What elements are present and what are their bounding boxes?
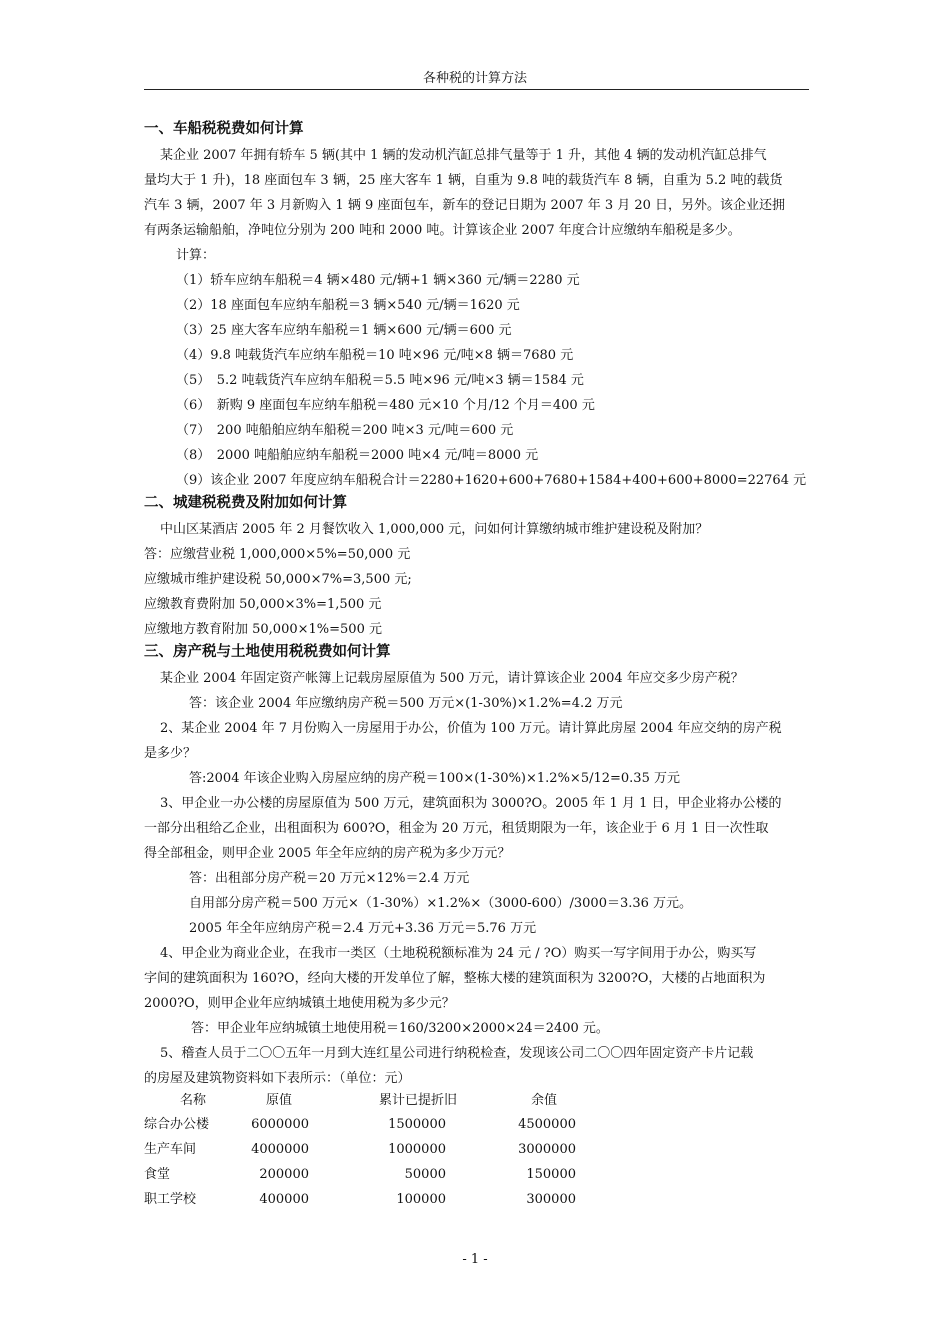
section-heading: 一、车船税税费如何计算 — [144, 121, 304, 137]
answer-line: 应缴城市维护建设税 50,000×7%=3,500 元; — [144, 572, 412, 587]
table-cell: 3000000 — [518, 1142, 576, 1157]
answer-line: 答：该企业 2004 年应缴纳房产税＝500 万元×(1-30%)×1.2%=4.2 万元 — [189, 696, 623, 711]
table-cell: 50000 — [404, 1167, 446, 1182]
answer-line: 答：应缴营业税 1,000,000×5%=50,000 元 — [144, 547, 411, 562]
table-cell: 职工学校 — [144, 1192, 197, 1207]
answer-line: 答：甲企业年应纳城镇土地使用税＝160/3200×2000×24＝2400 元。 — [191, 1021, 609, 1036]
question-line: 中山区某酒店 2005 年 2 月餐饮收入 1,000,000 元，问如何计算缴纳城市维护建设税及附加？ — [160, 522, 709, 537]
paragraph-line: 汽车 3 辆，2007 年 3 月新购入 1 辆 9 座面包车，新车的登记日期为 2007 年 3 月 20 日，另外。该企业还拥 — [144, 198, 786, 213]
question-line: 得全部租金，则甲企业 2005 年全年应纳的房产税为多少万元？ — [144, 846, 511, 861]
table-cell: 6000000 — [251, 1117, 309, 1132]
table-header-cell: 原值 — [266, 1093, 293, 1108]
table-cell: 200000 — [259, 1167, 309, 1182]
answer-line: 自用部分房产税＝500 万元×（1-30%）×1.2%×（3000-600）/3000＝3.36 万元。 — [189, 896, 693, 911]
question-line: 4、甲企业为商业企业，在我市一类区（土地税税额标准为 24 元 / ?O）购买一写字间用于办公，购买写 — [160, 946, 757, 961]
question-line: 一部分出租给乙企业，出租面积为 600?O，租金为 20 万元，租赁期限为一年，该企业于 6 月 1 日一次性取 — [144, 821, 769, 836]
question-line: 字间的建筑面积为 160?O，经向大楼的开发单位了解，整栋大楼的建筑面积为 3200?O，大楼的占地面积为 — [144, 971, 766, 986]
question-line: 2000?O，则甲企业年应纳城镇土地使用税为多少元？ — [144, 996, 455, 1011]
table-row — [144, 1113, 604, 1138]
calc-item: （6） 新购 9 座面包车应纳车船税＝480 元×10 个月/12 个月＝400 元 — [176, 398, 595, 413]
table-cell: 1000000 — [388, 1142, 446, 1157]
table-row — [144, 1138, 604, 1163]
answer-line: 2005 年全年应纳房产税＝2.4 万元+3.36 万元＝5.76 万元 — [189, 921, 537, 936]
question-line: 的房屋及建筑物资料如下表所示：（单位：元） — [144, 1071, 411, 1086]
property-table — [144, 1088, 604, 1213]
section-heading: 三、房产税与土地使用税税费如何计算 — [144, 644, 391, 660]
question-line: 3、甲企业一办公楼的房屋原值为 500 万元，建筑面积为 3000?O。2005 年 1 月 1 日，甲企业将办公楼的 — [160, 796, 782, 811]
table-cell: 1500000 — [388, 1117, 446, 1132]
running-header: 各种税的计算方法 — [422, 71, 527, 86]
table-cell: 食堂 — [144, 1167, 171, 1182]
calc-item: （2）18 座面包车应纳车船税＝3 辆×540 元/辆＝1620 元 — [176, 298, 520, 313]
answer-line: 应缴地方教育附加 50,000×1%=500 元 — [144, 622, 382, 637]
table-header-cell: 余值 — [531, 1093, 558, 1108]
calc-item: （4）9.8 吨载货汽车应纳车船税＝10 吨×96 元/吨×8 辆＝7680 元 — [176, 348, 574, 363]
answer-line: 答:2004 年该企业购入房屋应纳的房产税＝100×(1-30%)×1.2%×5/12=0.35 万元 — [189, 771, 680, 786]
calc-label: 计算： — [176, 248, 216, 263]
paragraph-line: 某企业 2007 年拥有轿车 5 辆(其中 1 辆的发动机汽缸总排气量等于 1 升，其他 4 辆的发动机汽缸总排气 — [160, 148, 767, 163]
table-row — [144, 1188, 604, 1213]
section-heading: 二、城建税税费及附加如何计算 — [144, 495, 347, 511]
question-line: 是多少？ — [144, 746, 197, 761]
table-cell: 150000 — [526, 1167, 576, 1182]
table-cell: 4500000 — [518, 1117, 576, 1132]
table-cell: 4000000 — [251, 1142, 309, 1157]
table-row — [144, 1163, 604, 1188]
answer-line: 应缴教育费附加 50,000×3%=1,500 元 — [144, 597, 382, 612]
table-cell: 300000 — [526, 1192, 576, 1207]
table-cell: 生产车间 — [144, 1142, 197, 1157]
table-header-cell: 名称 — [180, 1093, 207, 1108]
table-header-cell: 累计已提折旧 — [379, 1093, 458, 1108]
calc-item: （8） 2000 吨船舶应纳车船税＝2000 吨×4 元/吨＝8000 元 — [176, 448, 539, 463]
table-cell: 100000 — [396, 1192, 446, 1207]
calc-item: （3）25 座大客车应纳车船税＝1 辆×600 元/辆＝600 元 — [176, 323, 512, 338]
page-number: - 1 - — [462, 1252, 488, 1267]
header-rule — [144, 89, 809, 90]
paragraph-line: 量均大于 1 升)，18 座面包车 3 辆，25 座大客车 1 辆，自重为 9.8 吨的载货汽车 8 辆，自重为 5.2 吨的载货 — [144, 173, 783, 188]
calc-item: （1）轿车应纳车船税＝4 辆×480 元/辆+1 辆×360 元/辆＝2280 元 — [176, 273, 580, 288]
table-header-row — [144, 1088, 604, 1113]
question-line: 5、稽查人员于二〇〇五年一月到大连红星公司进行纳税检查，发现该公司二〇〇四年固定资产卡片记载 — [160, 1046, 754, 1061]
table-cell: 400000 — [259, 1192, 309, 1207]
answer-line: 答：出租部分房产税＝20 万元×12%＝2.4 万元 — [189, 871, 470, 886]
paragraph-line: 有两条运输船舶，净吨位分别为 200 吨和 2000 吨。计算该企业 2007 年度合计应缴纳车船税是多少。 — [144, 223, 741, 238]
calc-item: （5） 5.2 吨载货汽车应纳车船税＝5.5 吨×96 元/吨×3 辆＝1584 元 — [176, 373, 584, 388]
table-cell: 综合办公楼 — [144, 1117, 210, 1132]
calc-item: （7） 200 吨船舶应纳车船税＝200 吨×3 元/吨＝600 元 — [176, 423, 514, 438]
calc-item: （9）该企业 2007 年度应纳车船税合计＝2280+1620+600+7680+1584+400+600+8000=22764 元 — [176, 473, 807, 488]
question-line: 2、某企业 2004 年 7 月份购入一房屋用于办公，价值为 100 万元。请计算此房屋 2004 年应交纳的房产税 — [160, 721, 782, 736]
question-line: 某企业 2004 年固定资产帐簿上记载房屋原值为 500 万元，请计算该企业 2004 年应交多少房产税？ — [160, 671, 744, 686]
